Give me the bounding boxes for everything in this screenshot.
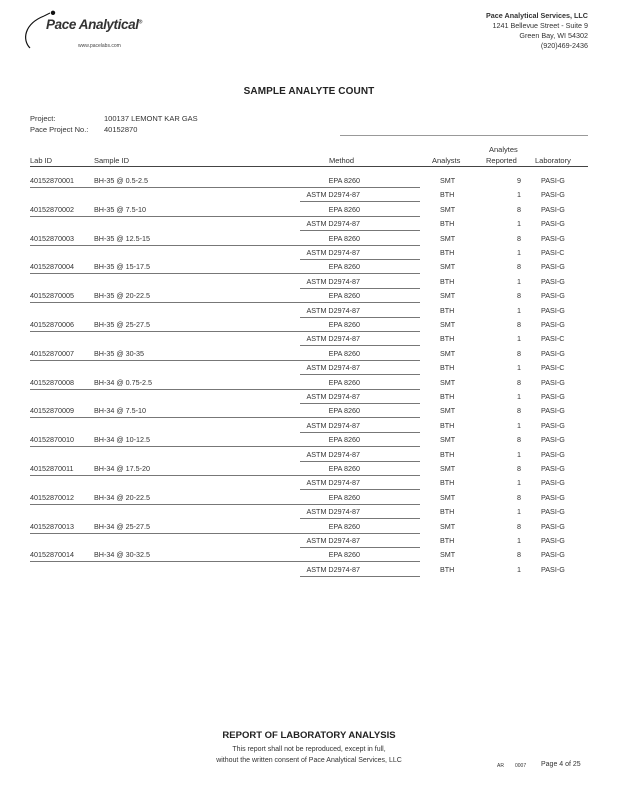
- reported-cell: 8: [517, 406, 521, 416]
- footer-line-1: This report shall not be reproduced, except in full,: [232, 746, 386, 753]
- analyst-cell: SMT: [440, 320, 456, 329]
- row-divider: [300, 576, 420, 577]
- analyst-cell: BTH: [440, 190, 455, 200]
- method-cell: EPA 8260: [328, 492, 360, 502]
- address-line-2: Green Bay, WI 54302: [519, 31, 588, 40]
- reported-cell: 1: [517, 363, 521, 373]
- reported-cell: 8: [517, 464, 521, 473]
- laboratory-cell: PASI-G: [541, 305, 565, 315]
- laboratory-cell: PASI-G: [541, 320, 565, 329]
- header-divider: [340, 135, 588, 136]
- laboratory-cell: PASI-G: [541, 276, 565, 286]
- laboratory-cell: PASI-G: [541, 492, 565, 502]
- reported-cell: 8: [517, 435, 521, 445]
- row-divider: [300, 317, 420, 318]
- sample-id-cell: BH-34 @ 7.5-10: [94, 406, 147, 416]
- reported-cell: 8: [517, 377, 521, 387]
- reported-cell: 1: [517, 478, 521, 488]
- reported-cell: 1: [517, 564, 521, 574]
- analyst-cell: SMT: [440, 464, 456, 473]
- lab-id-cell: 40152870002: [30, 204, 74, 214]
- row-divider: [300, 518, 420, 519]
- reported-cell: 8: [517, 291, 521, 301]
- row-divider: [30, 533, 420, 534]
- col-analysts: Analysts: [432, 156, 461, 165]
- col-lab-id: Lab ID: [30, 156, 53, 165]
- col-reported: Reported: [486, 156, 517, 165]
- analyst-cell: BTH: [440, 536, 455, 545]
- row-divider: [30, 446, 420, 447]
- header-rule: [30, 166, 588, 167]
- analyst-cell: SMT: [440, 377, 456, 387]
- address-line-1: 1241 Bellevue Street - Suite 9: [492, 21, 588, 30]
- analyst-cell: BTH: [440, 392, 455, 401]
- sample-id-cell: BH-34 @ 10-12.5: [94, 435, 151, 445]
- row-divider: [30, 216, 420, 217]
- row-divider: [30, 302, 420, 303]
- method-cell: EPA 8260: [328, 176, 360, 185]
- sample-id-cell: BH-34 @ 17.5-20: [94, 464, 151, 473]
- sample-id-cell: BH-35 @ 12.5-15: [94, 233, 151, 243]
- reported-cell: 1: [517, 392, 521, 401]
- reported-cell: 1: [517, 190, 521, 200]
- company-name: Pace Analytical Services, LLC: [485, 11, 588, 20]
- row-divider: [30, 417, 420, 418]
- reported-cell: 8: [517, 521, 521, 531]
- laboratory-cell: PASI-G: [541, 464, 565, 473]
- lab-id-cell: 40152870008: [30, 377, 74, 387]
- method-cell: ASTM D2974-87: [306, 392, 360, 401]
- method-cell: EPA 8260: [328, 377, 360, 387]
- method-cell: ASTM D2974-87: [306, 420, 360, 430]
- lab-id-cell: 40152870004: [30, 262, 74, 272]
- row-divider: [30, 273, 420, 274]
- method-cell: ASTM D2974-87: [306, 219, 360, 229]
- col-sample-id: Sample ID: [94, 156, 130, 165]
- page-title: SAMPLE ANALYTE COUNT: [243, 86, 375, 97]
- analyst-cell: BTH: [440, 276, 455, 286]
- lab-id-cell: 40152870006: [30, 320, 74, 329]
- reported-cell: 8: [517, 204, 521, 214]
- lab-id-cell: 40152870003: [30, 233, 74, 243]
- sample-id-cell: BH-35 @ 30-35: [94, 348, 145, 358]
- method-cell: EPA 8260: [328, 464, 360, 473]
- project-label: Project:: [30, 114, 56, 123]
- laboratory-cell: PASI-C: [541, 248, 565, 257]
- reported-cell: 1: [517, 334, 521, 344]
- method-cell: EPA 8260: [328, 521, 360, 531]
- row-divider: [300, 230, 420, 231]
- reported-cell: 8: [517, 492, 521, 502]
- laboratory-cell: PASI-G: [541, 435, 565, 445]
- method-cell: ASTM D2974-87: [306, 248, 360, 257]
- reported-cell: 1: [517, 449, 521, 459]
- method-cell: EPA 8260: [328, 204, 360, 214]
- laboratory-cell: PASI-G: [541, 536, 565, 545]
- method-cell: EPA 8260: [328, 435, 360, 445]
- logo-url: www.pacelabs.com: [78, 43, 121, 49]
- sample-id-cell: BH-34 @ 25-27.5: [94, 521, 151, 531]
- analyst-cell: SMT: [440, 348, 456, 358]
- reported-cell: 8: [517, 550, 521, 560]
- analyst-cell: BTH: [440, 305, 455, 315]
- reported-cell: 1: [517, 305, 521, 315]
- analyst-cell: SMT: [440, 262, 456, 272]
- laboratory-cell: PASI-G: [541, 478, 565, 488]
- method-cell: ASTM D2974-87: [306, 276, 360, 286]
- method-cell: EPA 8260: [328, 406, 360, 416]
- company-address: [486, 11, 588, 51]
- laboratory-cell: PASI-G: [541, 190, 565, 200]
- row-divider: [30, 504, 420, 505]
- row-divider: [30, 389, 420, 390]
- method-cell: ASTM D2974-87: [306, 536, 360, 545]
- sample-id-cell: BH-35 @ 20-22.5: [94, 291, 151, 301]
- laboratory-cell: PASI-G: [541, 420, 565, 430]
- row-divider: [30, 475, 420, 476]
- reported-cell: 8: [517, 233, 521, 243]
- analyst-cell: SMT: [440, 291, 456, 301]
- method-cell: ASTM D2974-87: [306, 507, 360, 517]
- laboratory-cell: PASI-C: [541, 363, 565, 373]
- project-value: 100137 LEMONT KAR GAS: [104, 114, 198, 123]
- analyst-cell: SMT: [440, 521, 456, 531]
- row-divider: [300, 288, 420, 289]
- analyst-cell: SMT: [440, 435, 456, 445]
- lab-id-cell: 40152870001: [30, 176, 74, 185]
- laboratory-cell: PASI-G: [541, 507, 565, 517]
- ar-code: 0007: [515, 763, 527, 769]
- reported-cell: 1: [517, 536, 521, 545]
- analyst-cell: BTH: [440, 363, 455, 373]
- analyst-cell: SMT: [440, 406, 456, 416]
- project-line: [30, 114, 198, 123]
- reported-cell: 9: [517, 176, 521, 185]
- reported-cell: 8: [517, 320, 521, 329]
- lab-id-cell: 40152870007: [30, 348, 74, 358]
- method-cell: EPA 8260: [328, 291, 360, 301]
- analyst-cell: SMT: [440, 204, 456, 214]
- analyst-cell: BTH: [440, 420, 455, 430]
- row-divider: [300, 259, 420, 260]
- sample-id-cell: BH-34 @ 20-22.5: [94, 492, 151, 502]
- analyst-cell: BTH: [440, 564, 455, 574]
- method-cell: EPA 8260: [328, 550, 360, 560]
- lab-id-cell: 40152870010: [30, 435, 74, 445]
- laboratory-cell: PASI-G: [541, 204, 565, 214]
- method-cell: ASTM D2974-87: [306, 478, 360, 488]
- laboratory-cell: PASI-G: [541, 406, 565, 416]
- row-divider: [300, 374, 420, 375]
- reported-cell: 1: [517, 248, 521, 257]
- reported-cell: 8: [517, 348, 521, 358]
- reported-cell: 1: [517, 219, 521, 229]
- ar-label: AR: [497, 763, 504, 769]
- footer-title: REPORT OF LABORATORY ANALYSIS: [222, 730, 396, 741]
- lab-id-cell: 40152870011: [30, 464, 74, 473]
- laboratory-cell: PASI-C: [541, 334, 565, 344]
- method-cell: EPA 8260: [328, 262, 360, 272]
- row-divider: [30, 331, 420, 332]
- lab-id-cell: 40152870005: [30, 291, 74, 301]
- analyst-cell: BTH: [440, 449, 455, 459]
- row-divider: [300, 201, 420, 202]
- laboratory-cell: PASI-G: [541, 377, 565, 387]
- method-cell: ASTM D2974-87: [306, 190, 360, 200]
- pace-project-label: Pace Project No.:: [30, 125, 89, 134]
- reported-cell: 1: [517, 420, 521, 430]
- sample-id-cell: BH-35 @ 15-17.5: [94, 262, 151, 272]
- row-divider: [300, 461, 420, 462]
- laboratory-cell: PASI-G: [541, 348, 565, 358]
- analyst-cell: BTH: [440, 478, 455, 488]
- reported-cell: 1: [517, 507, 521, 517]
- laboratory-cell: PASI-G: [541, 564, 565, 574]
- sample-id-cell: BH-34 @ 30-32.5: [94, 550, 151, 560]
- pace-project-line: [30, 125, 137, 134]
- reported-cell: 1: [517, 276, 521, 286]
- method-cell: ASTM D2974-87: [306, 363, 360, 373]
- laboratory-cell: PASI-G: [541, 291, 565, 301]
- analyst-cell: BTH: [440, 334, 455, 344]
- laboratory-cell: PASI-G: [541, 550, 565, 560]
- method-cell: ASTM D2974-87: [306, 334, 360, 344]
- lab-id-cell: 40152870009: [30, 406, 74, 416]
- lab-id-cell: 40152870014: [30, 550, 74, 560]
- laboratory-cell: PASI-G: [541, 449, 565, 459]
- footer-line-2: without the written consent of Pace Analytical Services, LLC: [216, 757, 402, 764]
- col-method: Method: [329, 156, 355, 165]
- row-divider: [300, 547, 420, 548]
- analyst-cell: SMT: [440, 176, 456, 185]
- laboratory-cell: PASI-G: [541, 176, 565, 185]
- method-cell: EPA 8260: [328, 348, 360, 358]
- sample-id-cell: BH-35 @ 25-27.5: [94, 320, 151, 329]
- analyst-cell: BTH: [440, 507, 455, 517]
- row-divider: [30, 245, 420, 246]
- laboratory-cell: PASI-G: [541, 521, 565, 531]
- method-cell: ASTM D2974-87: [306, 564, 360, 574]
- laboratory-cell: PASI-G: [541, 219, 565, 229]
- phone: (920)469-2436: [540, 41, 588, 50]
- laboratory-cell: PASI-G: [541, 233, 565, 243]
- analyst-cell: SMT: [440, 233, 456, 243]
- row-divider: [300, 432, 420, 433]
- method-cell: EPA 8260: [328, 233, 360, 243]
- row-divider: [300, 345, 420, 346]
- row-divider: [30, 360, 420, 361]
- analyst-cell: BTH: [440, 248, 455, 257]
- analyst-cell: SMT: [440, 492, 456, 502]
- method-cell: EPA 8260: [328, 320, 360, 329]
- row-divider: [30, 561, 420, 562]
- sample-id-cell: BH-35 @ 0.5-2.5: [94, 176, 149, 185]
- lab-id-cell: 40152870012: [30, 492, 74, 502]
- row-divider: [300, 489, 420, 490]
- laboratory-cell: PASI-G: [541, 392, 565, 401]
- col-analytes: Analytes: [489, 145, 518, 154]
- laboratory-cell: PASI-G: [541, 262, 565, 272]
- page-number: Page 4 of 25: [541, 761, 581, 768]
- row-divider: [30, 187, 420, 188]
- method-cell: ASTM D2974-87: [306, 449, 360, 459]
- pace-project-value: 40152870: [104, 125, 138, 134]
- lab-id-cell: 40152870013: [30, 521, 74, 531]
- sample-id-cell: BH-34 @ 0.75-2.5: [94, 377, 153, 387]
- sample-id-cell: BH-35 @ 7.5-10: [94, 204, 147, 214]
- reported-cell: 8: [517, 262, 521, 272]
- col-laboratory: Laboratory: [535, 156, 571, 165]
- analyst-cell: SMT: [440, 550, 456, 560]
- method-cell: ASTM D2974-87: [306, 305, 360, 315]
- row-divider: [300, 403, 420, 404]
- analyst-cell: BTH: [440, 219, 455, 229]
- logo-text: Pace Analytical®: [46, 17, 142, 32]
